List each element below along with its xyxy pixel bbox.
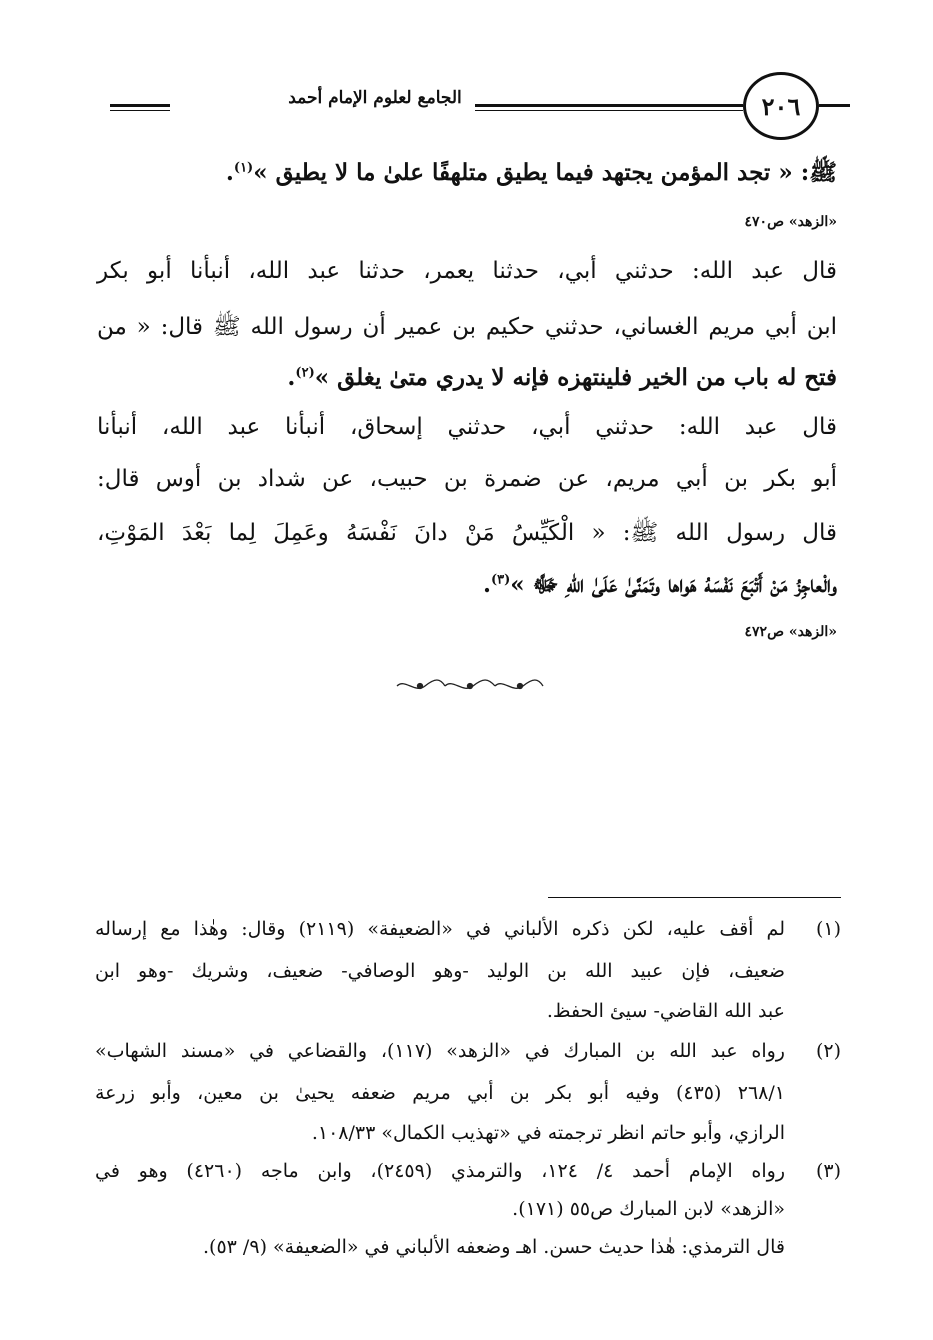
paragraph-1-line-3: فتح له باب من الخير فلينتهزه فإنه لا يدري متىٰ يغلق »$^{(٢)}$. [287, 364, 837, 391]
section-divider-ornament [395, 676, 545, 696]
footnote-3-line-2: «الزهد» لابن المبارك ص٥٥ (١٧١). [512, 1198, 785, 1220]
paragraph-1-line-2: ابن أبي مريم الغساني، حدثني حكيم بن عمير أن رسول الله ﷺ قال: « من [97, 314, 837, 340]
footnote-2-line-2: ٢٦٨/١ (٤٣٥) وفيه أبو بكر بن أبي مريم ضعفه يحيىٰ بن معين، وأبو زرعة [95, 1082, 785, 1104]
header-rule-left-thin [110, 110, 170, 111]
footnote-2-line-1: رواه عبد الله بن المبارك في «الزهد» (١١٧)، والقضاعي في «مسند الشهاب» [95, 1040, 785, 1062]
footnote-marker-2: (٢) [295, 365, 315, 381]
footnote-3-line-1: رواه الإمام أحمد ٤/ ١٢٤، والترمذي (٢٤٥٩)، وابن ماجه (٤٢٦٠) وهو في [95, 1160, 785, 1182]
source-reference-2: «الزهد» ص٤٧٢ [744, 624, 837, 640]
header-rule-tail [819, 104, 850, 107]
header-rule-right-thin [475, 110, 743, 111]
page-number: ٢٠٦ [761, 91, 801, 121]
paragraph-2-line-1: قال عبد الله: حدثني أبي، حدثني إسحاق، أنبأنا عبد الله، أنبأنا [97, 414, 837, 440]
footnote-1-line-1: لم أقف عليه، لكن ذكره الألباني في «الضعيفة» (٢١١٩) وقال: وهٰذا مع إرساله [95, 918, 785, 940]
page-number-badge [743, 72, 819, 140]
hadith-continuation: ﷺ: « تجد المؤمن يجتهد فيما يطيق متلهفًا علىٰ ما لا يطيق »$^{(١)}$. [225, 159, 837, 186]
footnote-1-line-3: عبد الله القاضي- سيئ الحفظ. [546, 1000, 785, 1022]
footnote-2-line-3: الرازي، وأبو حاتم انظر ترجمته في «تهذيب الكمال» ١٠٨/٣٣. [311, 1122, 785, 1144]
footnote-3-line-3: قال الترمذي: هٰذا حديث حسن. اهـ وضعفه الألباني في «الضعيفة» (٩/ ٥٣). [203, 1236, 785, 1258]
source-reference-1: «الزهد» ص٤٧٠ [744, 214, 837, 230]
footnote-2-number: (٢) [815, 1040, 841, 1062]
footnote-separator [548, 897, 841, 898]
running-title: الجامع لعلوم الإمام أحمد [288, 88, 462, 108]
footnote-marker-1: (١) [233, 160, 254, 176]
footnote-3-number: (٣) [815, 1160, 841, 1182]
header-rule-right [475, 104, 743, 107]
paragraph-1-line-1: قال عبد الله: حدثني أبي، حدثنا يعمر، حدثنا عبد الله، أنبأنا أبو بكر [97, 258, 837, 284]
paragraph-2-line-3: قال رسول الله ﷺ: « الْكَيِّسُ مَنْ دانَ نَفْسَهُ وعَمِلَ لِما بَعْدَ المَوْتِ، [97, 520, 837, 546]
footnote-marker-3: (٣) [490, 572, 511, 588]
paragraph-2-line-4: والْعاجِزُ مَنْ أَتْبَعَ نَفْسَهُ هَواها وتَمَنَّىٰ عَلَىٰ اللهِ ﷻ »$^{(٣)}$. [482, 571, 837, 598]
footnote-1-line-2: ضعيف، فإن عبيد الله بن الوليد -وهو الوصافي- ضعيف، وشريك -وهو ابن [95, 960, 785, 982]
paragraph-2-line-2: أبو بكر بن أبي مريم، عن ضمرة بن حبيب، عن شداد بن أوس قال: [97, 466, 837, 492]
footnote-1-number: (١) [815, 918, 841, 940]
page-header [110, 70, 850, 150]
header-rule-left [110, 104, 170, 107]
